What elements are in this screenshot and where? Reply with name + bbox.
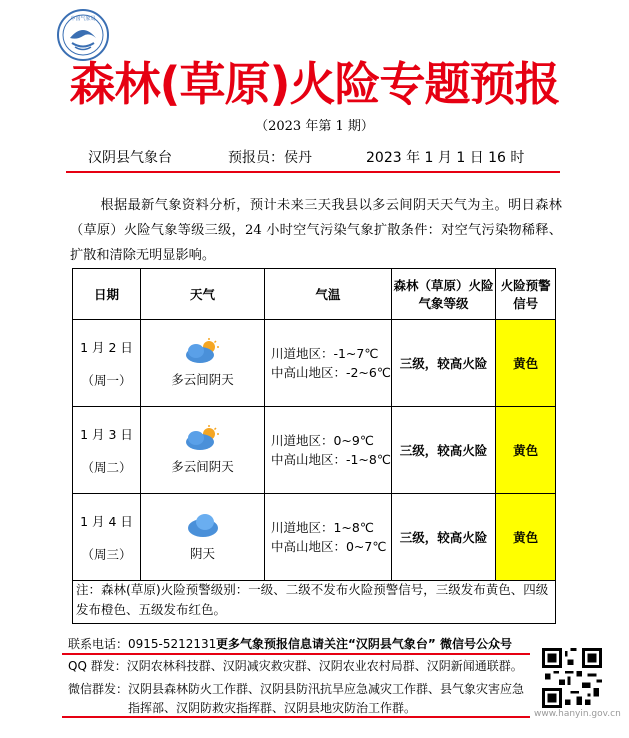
row-weather: 多云间阴天	[141, 407, 265, 494]
row-warn: 黄色	[496, 494, 556, 581]
col-date: 日期	[73, 269, 141, 320]
footer-follow: 更多气象预报信息请关注“汉阴县气象台” 微信号公众号	[216, 637, 512, 651]
table-row	[73, 320, 556, 407]
footer-wechat-1: 微信群发：汉阴县森林防火工作群、汉阴县防汛抗旱应急减灾工作群、县气象灾害应急	[68, 682, 525, 696]
issue-number: （2023 年第 1 期）	[255, 119, 374, 134]
col-level: 森林（草原）火险 气象等级	[391, 269, 495, 320]
table-header-row	[73, 269, 556, 320]
partly-cloudy-icon	[183, 338, 221, 364]
footer-wechat-2: 指挥部、汉阴防救灾指挥群、汉阴县地灾防治工作群。	[128, 701, 417, 715]
temp-valley: 川道地区：0~9℃	[270, 433, 374, 448]
table-row	[73, 407, 556, 494]
row-date: 1 月 2 日 （周一）	[73, 320, 141, 407]
footer-qq: QQ 群发：汉阴农林科技群、汉阴减灾救灾群、汉阴农业农村局群、汉阴新闻通联群。	[68, 659, 523, 673]
row-level: 三级，较高火险	[391, 320, 495, 407]
row-date: 1 月 3 日 （周二）	[73, 407, 141, 494]
temp-valley: 川道地区：1~8℃	[270, 520, 374, 535]
footer-red-divider-bottom	[62, 716, 530, 718]
row-weather: 阴天	[141, 494, 265, 581]
row-weather: 多云间阴天	[141, 320, 265, 407]
warning-note: 注：森林(草原)火险预警级别：一级、二级不发布火险预警信号，三级发布黄色、四级发布橙色、五级发布红色。	[76, 582, 549, 617]
row-date: 1 月 4 日 （周三）	[73, 494, 141, 581]
intro-paragraph	[70, 193, 562, 268]
footer-red-divider	[62, 653, 530, 655]
table-row	[73, 494, 556, 581]
temp-mountain: 中高山地区：-2~6℃	[270, 365, 391, 380]
forecast-table	[72, 268, 556, 581]
footer-phone: 联系电话：0915-5212131	[68, 637, 217, 651]
logo-text: 中国气象局	[70, 16, 96, 22]
meta-forecaster: 预报员：侯丹	[228, 150, 312, 166]
partly-cloudy-icon	[183, 425, 221, 451]
qr-code-icon	[542, 648, 602, 708]
col-temp: 气温	[264, 269, 391, 320]
temp-mountain: 中高山地区：0~7℃	[270, 539, 387, 554]
row-warn: 黄色	[496, 320, 556, 407]
row-level: 三级，较高火险	[391, 407, 495, 494]
page-title: 森林(草原)火险专题预报	[69, 57, 560, 111]
meta-datetime: 2023 年 1 月 1 日 16 时	[366, 150, 525, 166]
row-level: 三级，较高火险	[391, 494, 495, 581]
red-divider	[66, 171, 560, 173]
row-warn: 黄色	[496, 407, 556, 494]
watermark-url: www.hanyin.gov.cn	[534, 709, 621, 719]
temp-valley: 川道地区：-1~7℃	[270, 346, 379, 361]
temp-mountain: 中高山地区：-1~8℃	[270, 452, 391, 467]
col-weather: 天气	[141, 269, 265, 320]
col-warn: 火险预警 信号	[496, 269, 556, 320]
meta-station: 汉阴县气象台	[88, 150, 172, 166]
intro-text: 根据最新气象资料分析，预计未来三天我县以多云间阴天天气为主。明日森林（草原）火险气象等级三级，24 小时空气污染气象扩散条件：对空气污染物稀释、扩散和清除无明显影响。	[70, 198, 562, 263]
cloudy-icon	[183, 512, 221, 538]
